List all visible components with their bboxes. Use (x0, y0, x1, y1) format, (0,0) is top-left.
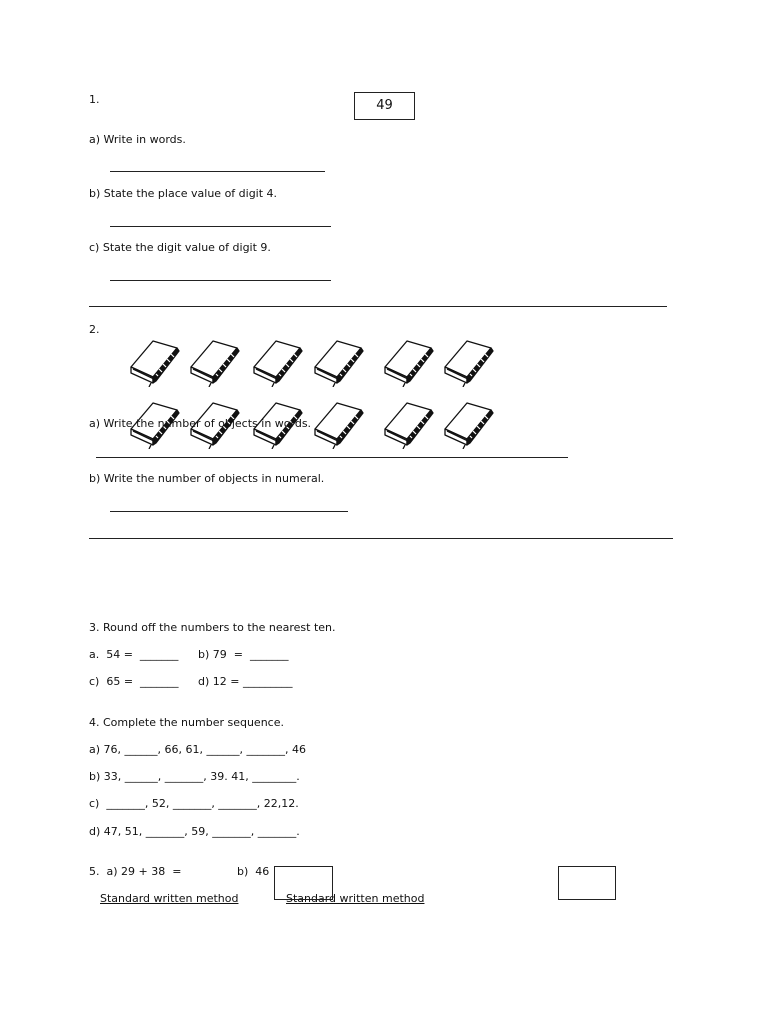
q4-heading: 4. Complete the number sequence. (89, 716, 284, 729)
book-icon (311, 337, 369, 387)
q5a-method-label: Standard written method (100, 892, 239, 905)
book-icon (311, 399, 369, 449)
q4d-text: d) 47, 51, _______, 59, _______, _______. (89, 825, 300, 838)
q2a-text: a) Write the number of objects in words. (89, 417, 312, 430)
book-icon (441, 337, 499, 387)
book-icon (250, 337, 308, 387)
section-divider (89, 306, 667, 307)
book-icon (381, 399, 439, 449)
q1-number-box: 49 (354, 92, 415, 120)
book-icon (127, 337, 185, 387)
q5b-text: b) 46 (237, 865, 270, 878)
q3d-text: d) 12 = _________ (198, 675, 293, 688)
q4a-text: a) 76, ______, 66, 61, ______, _______, 46 (89, 743, 306, 756)
q5b-method-label: Standard written method (286, 892, 425, 905)
q2a-answer-line[interactable] (96, 457, 568, 458)
q1c-answer-line[interactable] (110, 280, 331, 281)
q1a-answer-line[interactable] (110, 171, 325, 172)
book-icon (187, 337, 245, 387)
q5-answer-box[interactable] (274, 866, 333, 900)
q3a-text: a. 54 = _______ (89, 648, 179, 661)
q1b-text: b) State the place value of digit 4. (89, 187, 278, 200)
q1c-text: c) State the digit value of digit 9. (89, 241, 271, 254)
q3-heading: 3. Round off the numbers to the nearest ten. (89, 621, 336, 634)
q2b-text: b) Write the number of objects in numeral. (89, 472, 325, 485)
q2b-answer-line[interactable] (110, 511, 348, 512)
q1b-answer-line[interactable] (110, 226, 331, 227)
q3b-text: b) 79 = _______ (198, 648, 289, 661)
section-divider (89, 538, 673, 539)
q2-number: 2. (89, 323, 100, 336)
q5a-text: 5. a) 29 + 38 = (89, 865, 182, 878)
q1a-text: a) Write in words. (89, 133, 186, 146)
q1-number: 1. (89, 93, 100, 106)
book-icon (381, 337, 439, 387)
book-icon (441, 399, 499, 449)
q5-answer-box[interactable] (558, 866, 616, 900)
q4c-text: c) _______, 52, _______, _______, 22,12. (89, 797, 299, 810)
q3c-text: c) 65 = _______ (89, 675, 179, 688)
q4b-text: b) 33, ______, _______, 39. 41, ________. (89, 770, 300, 783)
